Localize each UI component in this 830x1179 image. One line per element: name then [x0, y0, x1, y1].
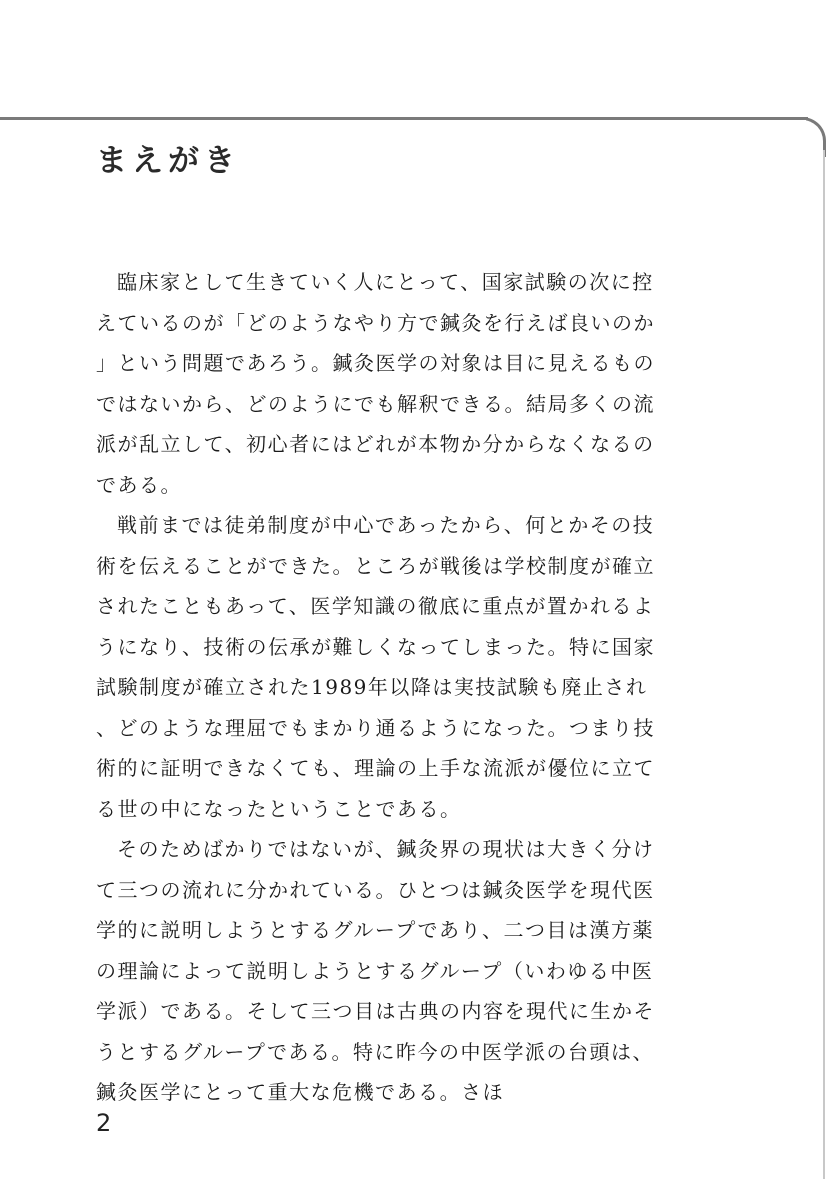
page-edge	[823, 150, 825, 1179]
paragraph: 臨床家として生きていく人にとって、国家試験の次に控えているのが「どのようなやり方で鍼灸を行えば良いのか」という問題であろう。鍼灸医学の対象は目に見えるものではないから、どのようにでも解釈できる。結局多くの流派が乱立して、初心者にはどれが本物か分からなくなるのである。	[96, 270, 655, 497]
page-title: まえがき	[96, 143, 240, 179]
body-text	[96, 262, 656, 1113]
paragraph: そのためばかりではないが、鍼灸界の現状は大きく分けて三つの流れに分かれている。ひとつは鍼灸医学を現代医学的に説明しようとするグループであり、二つ目は漢方薬の理論によって説明しようとするグループ（いわゆる中医学派）である。そして三つ目は古典の内容を現代に生かそうとするグループである。特に昨今の中医学派の台頭は、鍼灸医学にとって重大な危機である。さほ	[96, 837, 655, 1104]
paragraph: 戦前までは徒弟制度が中心であったから、何とかその技術を伝えることができた。ところが戦後は学校制度が確立されたこともあって、医学知識の徹底に重点が置かれるようになり、技術の伝承が難しくなってしまった。特に国家試験制度が確立された1989年以降は実技試験も廃止され、どのような理屈でもまかり通るようになった。つまり技術的に証明できなくても、理論の上手な流派が優位に立てる世の中になったということである。	[96, 513, 655, 821]
header-rule	[0, 117, 808, 120]
header-rule-corner	[796, 117, 826, 157]
page-number: 2	[96, 1109, 112, 1137]
